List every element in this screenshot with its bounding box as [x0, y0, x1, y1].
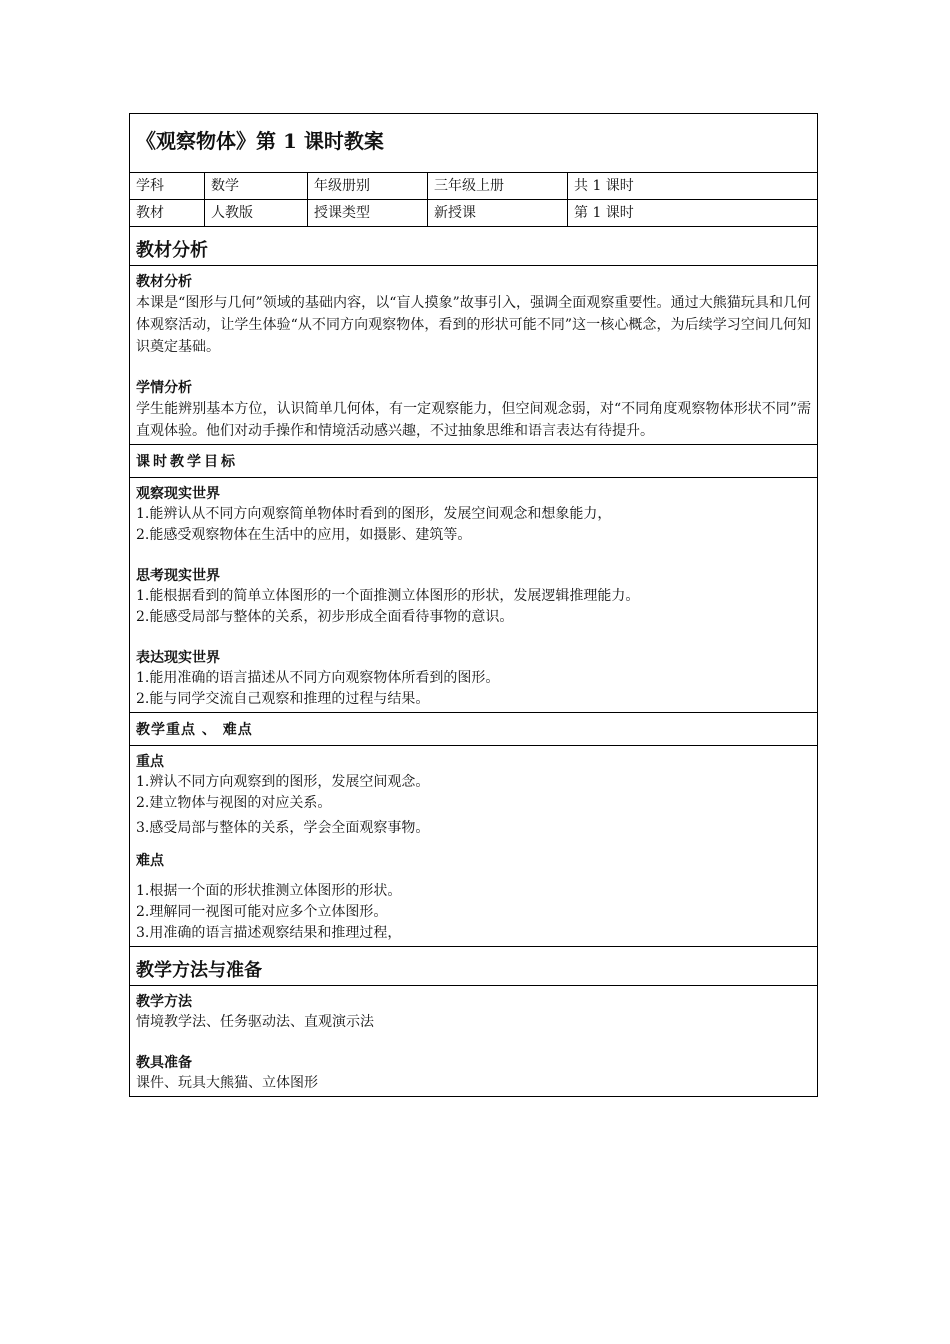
focus-item: 2.建立物体与视图的对应关系。: [136, 795, 332, 811]
info-row-2: [130, 200, 818, 227]
material-analysis-text: 本课是“图形与几何”领域的基础内容，以“盲人摸象”故事引入，强调全面观察重要性。通过大熊猫玩具和几何体观察活动，让学生体验“从不同方向观察物体，看到的形状可能不同”这一核心概念，为后续学习空间几何知识奠定基础。: [136, 295, 812, 355]
section-heading-methods: 教学方法与准备: [130, 947, 818, 986]
focus-title: 重点: [136, 754, 164, 770]
subheading-material-analysis: 教材分析: [136, 274, 192, 290]
info-cell: 学科: [130, 173, 205, 200]
focus-item: 3.感受局部与整体的关系，学会全面观察事物。: [136, 820, 430, 836]
difficulty-title: 难点: [136, 853, 164, 869]
tools-title: 教具准备: [136, 1055, 192, 1071]
info-cell: 数学: [205, 173, 308, 200]
section-heading-key-points: 教学重点 、 难点: [130, 713, 818, 746]
goal-item: 2.能与同学交流自己观察和推理的过程与结果。: [136, 691, 430, 707]
goal-group-title: 观察现实世界: [136, 486, 220, 502]
info-cell: 人教版: [205, 200, 308, 227]
focus-item: 1.辨认不同方向观察到的图形，发展空间观念。: [136, 774, 430, 790]
subheading-student-analysis: 学情分析: [136, 380, 192, 396]
material-analysis-section: [130, 266, 818, 445]
difficulty-item: 1.根据一个面的形状推测立体图形的形状。: [136, 883, 402, 899]
info-cell: 新授课: [428, 200, 568, 227]
goal-item: 2.能感受观察物体在生活中的应用，如摄影、建筑等。: [136, 527, 472, 543]
goal-item: 1.能用准确的语言描述从不同方向观察物体所看到的图形。: [136, 670, 500, 686]
difficulty-item: 3.用准确的语言描述观察结果和推理过程，: [136, 925, 402, 941]
goal-item: 2.能感受局部与整体的关系，初步形成全面看待事物的意识。: [136, 609, 514, 625]
info-cell: 三年级上册: [428, 173, 568, 200]
goal-group-title: 表达现实世界: [136, 650, 220, 666]
goal-item: 1.能辨认从不同方向观察简单物体时看到的图形，发展空间观念和想象能力，: [136, 506, 612, 522]
document-title: 《观察物体》第 1 课时教案: [130, 114, 818, 173]
difficulty-item: 2.理解同一视图可能对应多个立体图形。: [136, 904, 388, 920]
method-title: 教学方法: [136, 994, 192, 1010]
info-cell: 年级册别: [308, 173, 428, 200]
goal-group-title: 思考现实世界: [136, 568, 220, 584]
method-text: 情境教学法、任务驱动法、直观演示法: [136, 1014, 374, 1030]
key-points-section: [130, 746, 818, 947]
info-cell: 授课类型: [308, 200, 428, 227]
info-row-1: [130, 173, 818, 200]
lesson-plan-document: [129, 113, 817, 1097]
section-heading-goals: 课时教学目标: [130, 445, 818, 478]
section-heading-material: 教材分析: [130, 227, 818, 266]
info-cell: 第 1 课时: [568, 200, 818, 227]
methods-section: [130, 986, 818, 1097]
info-cell: 共 1 课时: [568, 173, 818, 200]
student-analysis-text: 学生能辨别基本方位，认识简单几何体，有一定观察能力，但空间观念弱，对“不同角度观察物体形状不同”需直观体验。他们对动手操作和情境活动感兴趣，不过抽象思维和语言表达有待提升。: [136, 401, 812, 439]
goal-item: 1.能根据看到的简单立体图形的一个面推测立体图形的形状，发展逻辑推理能力。: [136, 588, 640, 604]
tools-text: 课件、玩具大熊猫、立体图形: [136, 1075, 318, 1091]
info-cell: 教材: [130, 200, 205, 227]
goals-section: [130, 478, 818, 713]
lesson-plan-table: [129, 113, 818, 1097]
